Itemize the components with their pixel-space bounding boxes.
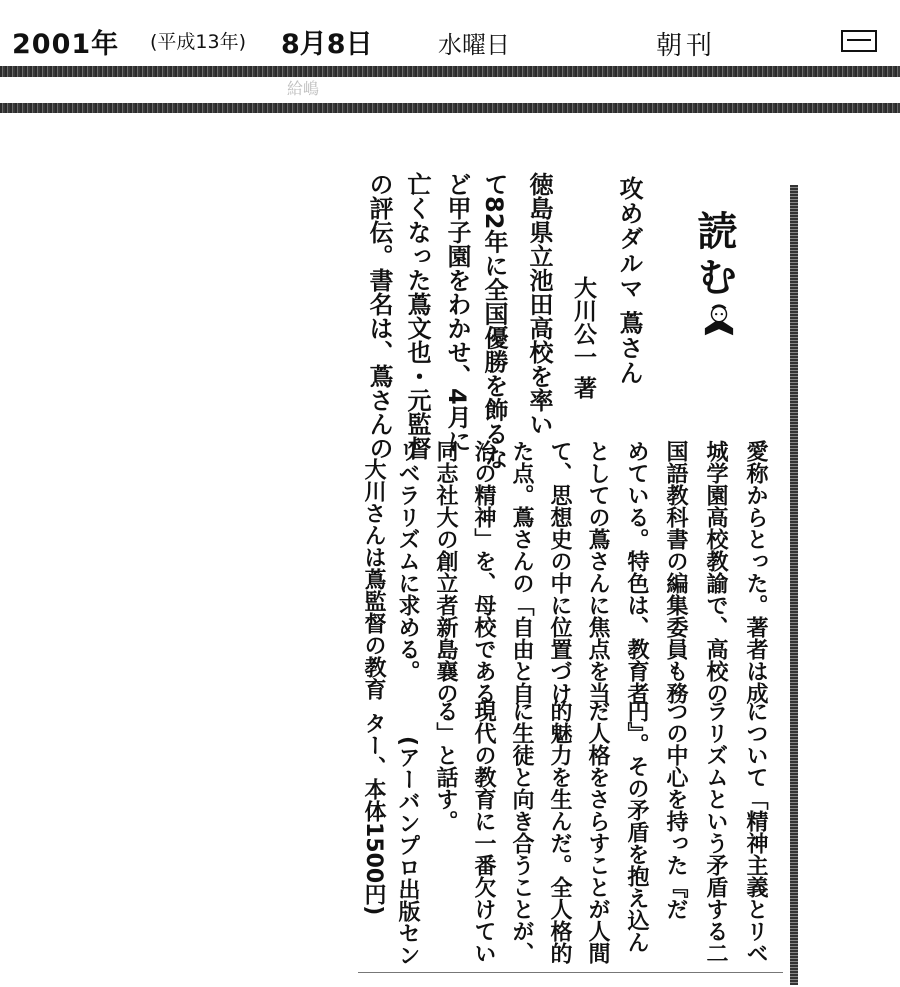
masthead [0,0,900,118]
article-bottom-rule [358,972,783,973]
header-rule-bottom [0,103,900,113]
body-line: 国語教科書の編集委員も務 [663,440,688,704]
body-line: めている。特色は、教育者 [624,440,649,704]
date-month-day: 8月8日 [281,29,373,60]
body-line: (アーバンプロ出版セン [395,736,420,967]
body-line: ど甲子園をわかせ、4月に [443,172,471,453]
body-line: ラリズムという矛盾する二 [703,700,728,964]
body-line: について「精神主義とリベ [743,700,768,964]
body-line: て、思想史の中に位置づけ [547,440,572,704]
weekday: 水曜日 [438,31,510,59]
body-line: としての蔦さんに焦点を当 [585,440,610,704]
body-line: 現代の教育に一番欠けてい [471,700,496,964]
body-line: 愛称からとった。著者は成 [743,440,768,704]
article-title: 攻めダルマ 蔦さん [615,176,643,386]
edition-label: 朝刊 [656,31,717,61]
article-author: 大川公一 著 [570,276,596,400]
body-line: 亡くなった蔦文也・元監督 [403,172,431,460]
ghost-text: 給嶋 [287,79,320,98]
header-rule-top [0,66,900,77]
body-line: だ人格をさらすことが人間 [585,700,610,964]
date-era: (平成13年) [150,31,247,53]
body-line: る」と話す。 [433,700,458,832]
body-line: 同志社大の創立者新島襄の [433,440,458,704]
body-line: 城学園高校教諭で、高校の [703,440,728,704]
body-line: 治の精神」を、母校である [471,440,496,704]
body-line: て82年に全国優勝を飾るな [480,172,508,470]
section-kicker: 読む [691,210,737,302]
reading-mascot-icon [683,300,755,380]
body-line: に生徒と向き合うことが、 [509,700,534,964]
body-line: 円』。その矛盾を抱え込ん [624,700,649,953]
body-line: 徳島県立池田高校を率い [525,172,553,436]
article-side-rule [790,185,798,985]
date-year: 2001年 [12,29,120,60]
body-line: た点。蔦さんの「自由と自 [509,440,534,704]
body-line: つの中心を持った『だ [663,700,688,920]
body-line: 大川さんは蔦監督の教育 [361,458,386,700]
page-number-mark [841,30,877,52]
body-line: ター、本体1500円) [361,712,386,916]
body-line: リベラリズムに求める。 [395,440,420,682]
body-line: の評伝。書名は、蔦さんの [365,172,393,460]
body-line: 的魅力を生んだ。全人格的 [547,700,572,964]
